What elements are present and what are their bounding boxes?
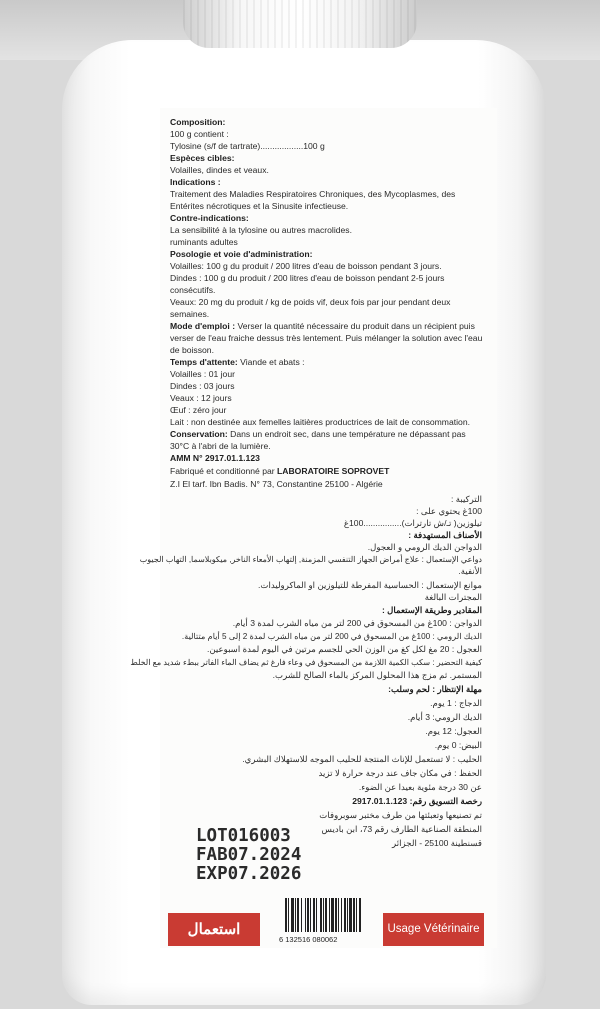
manufacturer-address: Z.I El tarf. Ibn Badis. N° 73, Constantine 25100 - Algérie [170,479,383,489]
barcode-bar [301,898,302,932]
mode-line: de boisson. [170,345,214,355]
manufacturer-prefix: Fabriqué et conditionné par [170,466,278,476]
ar-line: 100غ يحتوي على : [416,506,482,516]
attente-line: Œuf : zéro jour [170,405,227,415]
indications-line: Entérites nécrotiques et la Sinusite infectieuse. [170,201,349,211]
barcode-bar [285,898,287,932]
posologie-line: Dindes : 100 g du produit / 200 litres d'eau de boisson pendant 2-5 jours [170,273,445,283]
ar-line: العجول : 20 مغ لكل كغ من الوزن الحي للجسم مرتين في اليوم لمدة اسبوعين. [206,644,482,654]
ar-line: عن 30 درجة مئوية بعيدا عن الضوء. [358,782,482,792]
ar-posology-heading: المقادير وطريقة الإستعمال : [381,605,482,615]
barcode-bar [331,898,334,932]
mode-heading: Mode d'emploi : [170,321,236,331]
manufacturer-line [170,466,389,477]
attente-heading: Temps d'attente: [170,357,238,367]
ar-amm-number: رخصة التسويق رقم: 2917.01.1.123 [352,796,482,806]
conservation-line [170,429,466,440]
ar-line: الدواجن : 100غ من المسحوق في 200 لتر من مياه الشرب لمدة 3 أيام. [232,618,482,628]
especes-heading: Espèces cibles: [170,153,235,163]
barcode-bar [307,898,309,932]
mode-line: verser de l'eau fraiche dessus très lentement. Puis mélanger la solution avec l'eau [170,333,483,343]
barcode-bar [359,898,361,932]
conservation-heading: Conservation: [170,429,228,439]
ar-composition-heading: التركيبة : [450,494,482,504]
ar-line: المنطقة الصناعية الطارف رقم 73، ابن باديس [321,824,482,834]
posologie-line: consécutifs. [170,285,216,295]
ar-line: الدجاج : 1 يوم. [430,698,482,708]
indications-line: Traitement des Maladies Respiratoires Chroniques, des Mycoplasmes, des [170,189,456,199]
barcode [279,898,377,944]
ar-line: البيض: 0 يوم. [434,740,482,750]
attente-line: Volailles : 01 jour [170,369,235,379]
barcode-bar [320,898,322,932]
contre-line: La sensibilité à la tylosine ou autres macrolides. [170,225,352,235]
barcode-bar [310,898,311,932]
ar-line: العجول: 12 يوم. [425,726,482,736]
barcode-bar [305,898,306,932]
ar-line: كيفية التحضير : سكب الكمية اللازمة من المسحوق في وعاء فارغ ثم يضاف الماء الفاتر ببطء شديد مع الخلط [130,658,482,667]
barcode-bar [291,898,294,932]
composition-line: Tylosine (s/f de tartrate)..................100 g [170,141,325,151]
posologie-line: Volailles: 100 g du produit / 200 litres d'eau de boisson pendant 3 jours. [170,261,442,271]
composition-line: 100 g contient : [170,129,229,139]
barcode-bar [347,898,348,932]
barcode-bar [338,898,339,932]
ar-withdrawal-heading: مهلة الإنتظار : لحم وسلب: [388,684,482,694]
ar-line: الديك الرومي: 3 أيام. [407,712,482,722]
usage-veterinaire-ar: استعمال بيطري [168,913,260,946]
ar-line: الأنفية. [458,566,482,576]
barcode-bar [297,898,299,932]
expiry-date: EXP07.2026 [196,864,302,884]
ar-line: تم تصنيعها وتعبئتها من طرف مختبر سوبروفات [319,810,482,820]
ar-line: قسنطينة 25100 - الجزائر [392,838,482,848]
barcode-bar [295,898,296,932]
conservation-line: 30°C à l'abri de la lumière. [170,441,271,451]
barcode-bar [356,898,357,932]
ar-line: المجترات البالغة [424,592,482,602]
ar-species-heading: الأصناف المستهدفة : [408,530,482,540]
barcode-bar [316,898,317,932]
barcode-bar [329,898,330,932]
barcode-bar [288,898,289,932]
ar-line: الديك الرومي : 100غ من المسحوق في 200 لتر من مياه الشرب لمدة 2 إلى 5 أيام متتالية. [181,632,482,641]
barcode-bar [313,898,315,932]
mode-line [170,321,475,332]
ar-line: المستمر. ثم مزج هذا المحلول المركز بالماء الصالح للشرب. [272,670,482,680]
posologie-line: Veaux: 20 mg du produit / kg de poids vif, deux fois par jour pendant deux [170,297,451,307]
barcode-digits: 6 132516 080062 [279,935,338,944]
posologie-line: semaines. [170,309,210,319]
attente-line: Lait : non destinée aux femelles laitières productrices de lait de consommation. [170,417,470,427]
usage-veterinaire-fr: Usage Vétérinaire [383,913,484,946]
lot-number: LOT016003 [196,826,291,846]
attente-line: Veaux : 12 jours [170,393,232,403]
conservation-text: Dans un endroit sec, dans une température ne dépassant pas [227,429,466,439]
ar-line: دواعي الإستعمال : علاج أمراض الجهاز التنفسي المزمنة, إلتهاب الأمعاء الناخر, ميكوبلاسما, التهاب الجيوب [139,555,482,564]
manufacturer-name: LABORATOIRE SOPROVET [277,466,390,476]
fabrication-date: FAB07.2024 [196,845,302,865]
barcode-bar [323,898,324,932]
ar-line: الحليب : لا تستعمل للإناث المنتجة للحليب الموجه للاستهلاك البشري. [242,754,482,764]
ar-line: الحفظ : في مكان جاف عند درجة حرارة لا تزيد [318,768,482,778]
ar-line: الدواجن الديك الرومي و العجول. [367,542,482,552]
posologie-heading: Posologie et voie d'administration: [170,249,313,259]
composition-heading: Composition: [170,117,226,127]
barcode-bar [344,898,346,932]
bottle-cap [183,0,417,48]
barcode-bar [349,898,352,932]
mode-text: Verser la quantité nécessaire du produit dans un récipient puis [235,321,475,331]
contre-heading: Contre-indications: [170,213,249,223]
attente-line [170,357,305,368]
barcode-bar [325,898,327,932]
indications-heading: Indications : [170,177,221,187]
amm-number: AMM N° 2917.01.1.123 [170,453,260,463]
ar-line: تيلوزين( تـ/ش تارترات)................100غ [343,518,482,528]
attente-line: Dindes : 03 jours [170,381,235,391]
ar-line: موانع الإستعمال : الحساسية المفرطة للتيلوزين او الماكروليدات. [257,580,482,590]
barcode-bar [335,898,337,932]
attente-text: Viande et abats : [237,357,305,367]
contre-line: ruminants adultes [170,237,238,247]
barcode-bar [353,898,355,932]
barcode-bar [341,898,342,932]
especes-line: Volailles, dindes et veaux. [170,165,269,175]
